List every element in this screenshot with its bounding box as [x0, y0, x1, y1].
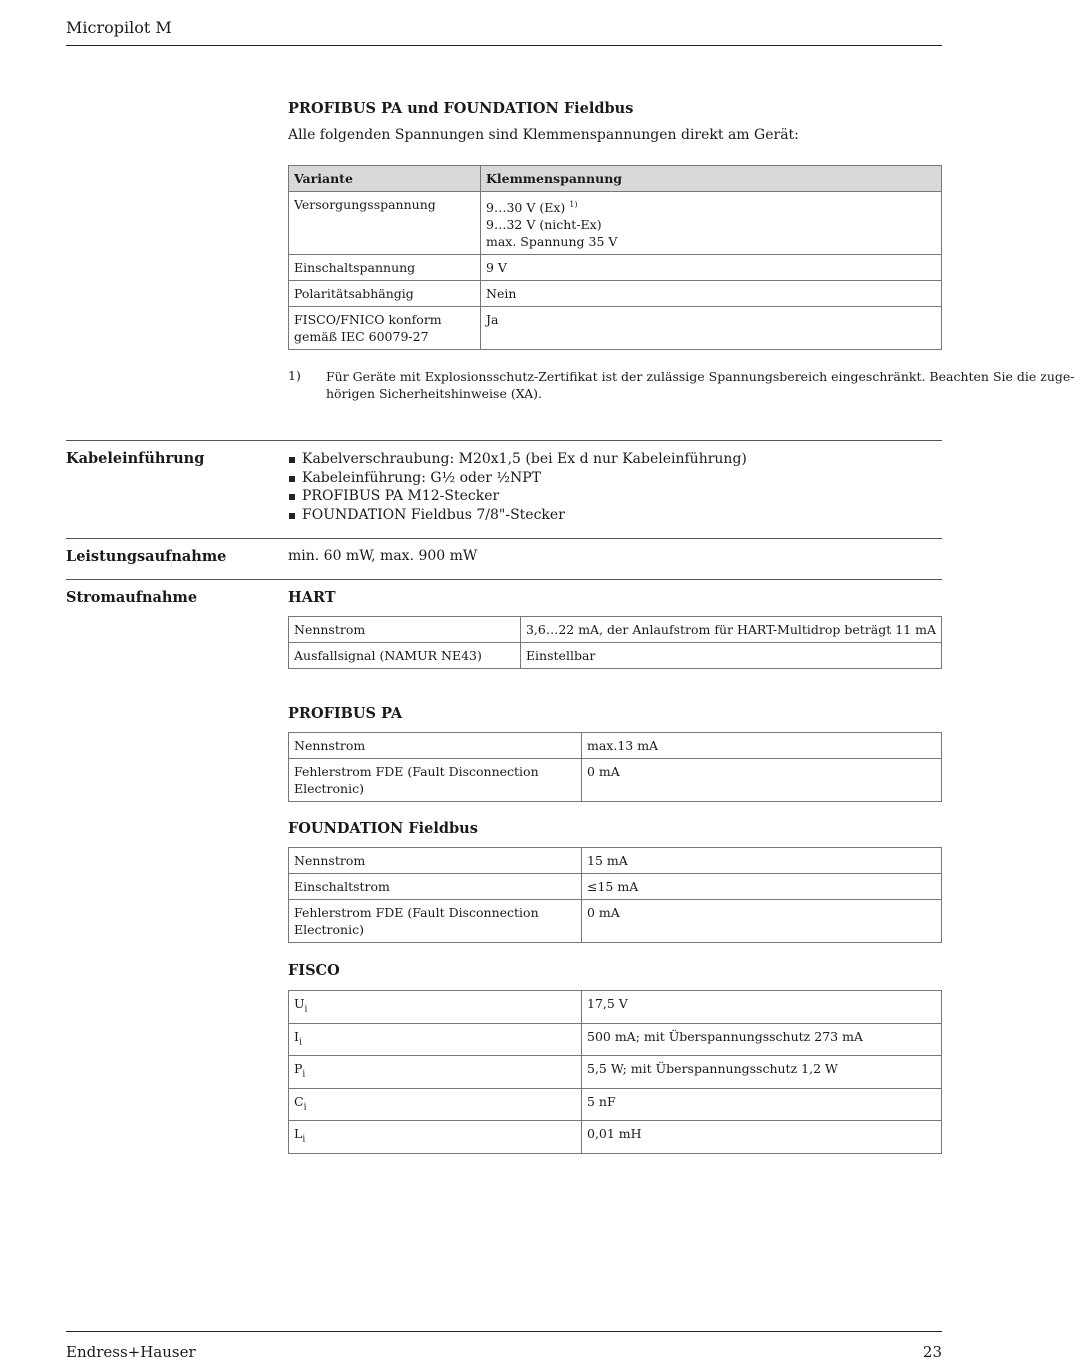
value-line: 9…30 V (Ex)	[486, 200, 566, 216]
table-header-row	[289, 166, 942, 192]
cable-entry-list	[288, 450, 747, 524]
cell-value: 15 mA	[582, 848, 942, 874]
table-row	[289, 281, 942, 307]
cell-label: Nennstrom	[289, 733, 582, 759]
table-row	[289, 1056, 942, 1089]
cell-value: 17,5 V	[582, 991, 942, 1024]
table-row	[289, 192, 942, 255]
symbol-subscript: i	[302, 1134, 306, 1145]
symbol: I	[294, 1028, 299, 1044]
table-row	[289, 1023, 942, 1056]
label-kabeleinfuehrung: Kabeleinführung	[66, 450, 205, 467]
footnote-ref: 1)	[569, 200, 578, 209]
cell-label: Fehlerstrom FDE (Fault Disconnection Electronic)	[289, 759, 582, 802]
value-line: max. Spannung 35 V	[486, 234, 618, 250]
cell-label: Fehlerstrom FDE (Fault Disconnection Electronic)	[289, 900, 582, 943]
cell-label: Versorgungsspannung	[289, 192, 481, 255]
cell-value: 0 mA	[582, 900, 942, 943]
cell-label	[289, 1023, 582, 1056]
header-rule	[66, 45, 942, 46]
cell-label	[289, 1121, 582, 1154]
cell-value: Einstellbar	[520, 643, 941, 669]
footnote-marker: 1)	[288, 368, 301, 383]
subsection-title-fisco: FISCO	[288, 962, 340, 979]
cell-value	[481, 192, 942, 255]
cell-value: 500 mA; mit Überspannungsschutz 273 mA	[582, 1023, 942, 1056]
cell-value: 5,5 W; mit Überspannungsschutz 1,2 W	[582, 1056, 942, 1089]
list-item: FOUNDATION Fieldbus 7/8"-Stecker	[288, 506, 747, 525]
column-header-klemmenspannung: Klemmenspannung	[481, 166, 942, 192]
symbol-subscript: i	[303, 1102, 307, 1112]
table-row	[289, 643, 942, 669]
label-line: FISCO/FNICO konform	[294, 312, 442, 328]
section-divider	[66, 538, 942, 539]
cell-value: ≤15 mA	[582, 874, 942, 900]
fisco-table	[288, 990, 942, 1154]
foundation-table	[288, 847, 942, 943]
cell-label: Nennstrom	[289, 617, 521, 643]
symbol: P	[294, 1061, 303, 1076]
cell-value: 0,01 mH	[582, 1121, 942, 1154]
cell-label: Nennstrom	[289, 848, 582, 874]
section-intro: Alle folgenden Spannungen sind Klemmenspannungen direkt am Gerät:	[288, 127, 799, 143]
cell-value: max.13 mA	[582, 733, 942, 759]
table-row	[289, 733, 942, 759]
table-row	[289, 1121, 942, 1154]
running-header-title: Micropilot M	[66, 18, 172, 37]
cell-value: 5 nF	[582, 1088, 942, 1121]
symbol-subscript: i	[304, 1004, 308, 1015]
cell-value: 3,6…22 mA, der Anlaufstrom für HART-Multidrop beträgt 11 mA	[520, 617, 941, 643]
table-row	[289, 874, 942, 900]
table-row	[289, 307, 942, 350]
list-item: Kabeleinführung: G½ oder ½NPT	[288, 469, 747, 488]
footer-brand: Endress+Hauser	[66, 1343, 196, 1361]
cell-value: 9 V	[481, 255, 942, 281]
cell-label: Einschaltstrom	[289, 874, 582, 900]
power-consumption-value: min. 60 mW, max. 900 mW	[288, 548, 478, 564]
cell-label	[289, 991, 582, 1024]
profibus-table	[288, 732, 942, 802]
page-number: 23	[922, 1343, 942, 1361]
footer-rule	[66, 1331, 942, 1332]
list-item: PROFIBUS PA M12-Stecker	[288, 487, 747, 506]
table-row	[289, 1088, 942, 1121]
cell-label	[289, 1056, 582, 1089]
cell-label	[289, 1088, 582, 1121]
voltage-table	[288, 165, 942, 350]
section-divider	[66, 579, 942, 580]
footnote-line: hörigen Sicherheitshinweise (XA).	[326, 386, 543, 401]
footnote-line: Für Geräte mit Explosionsschutz-Zertifikat ist der zulässige Spannungsbereich eingeschränkt. Beachten Sie die zuge-	[326, 369, 1075, 384]
column-header-variante: Variante	[289, 166, 481, 192]
cell-value: Nein	[481, 281, 942, 307]
cell-value: 0 mA	[582, 759, 942, 802]
section-divider	[66, 440, 942, 441]
list-item: Kabelverschraubung: M20x1,5 (bei Ex d nur Kabeleinführung)	[288, 450, 747, 469]
cell-label	[289, 307, 481, 350]
table-row	[289, 991, 942, 1024]
label-line: gemäß IEC 60079-27	[294, 329, 429, 345]
cell-label: Polaritätsabhängig	[289, 281, 481, 307]
table-row	[289, 255, 942, 281]
symbol: C	[294, 1093, 304, 1109]
table-row	[289, 900, 942, 943]
label-stromaufnahme: Stromaufnahme	[66, 589, 198, 606]
subsection-title-hart: HART	[288, 589, 336, 606]
table-row	[289, 759, 942, 802]
table-row	[289, 848, 942, 874]
symbol: U	[294, 996, 305, 1011]
cell-value: Ja	[481, 307, 942, 350]
cell-label: Ausfallsignal (NAMUR NE43)	[289, 643, 521, 669]
symbol-subscript: i	[302, 1069, 306, 1080]
hart-table	[288, 616, 942, 669]
symbol: L	[294, 1126, 303, 1141]
footnote-text	[326, 368, 1075, 402]
subsection-title-profibus: PROFIBUS PA	[288, 705, 403, 722]
section-title-profibus-ff: PROFIBUS PA und FOUNDATION Fieldbus	[288, 100, 634, 117]
value-line: 9…32 V (nicht-Ex)	[486, 217, 602, 233]
symbol-subscript: i	[298, 1037, 302, 1047]
table-row	[289, 617, 942, 643]
label-leistungsaufnahme: Leistungsaufnahme	[66, 548, 227, 565]
cell-label: Einschaltspannung	[289, 255, 481, 281]
subsection-title-foundation: FOUNDATION Fieldbus	[288, 820, 478, 837]
